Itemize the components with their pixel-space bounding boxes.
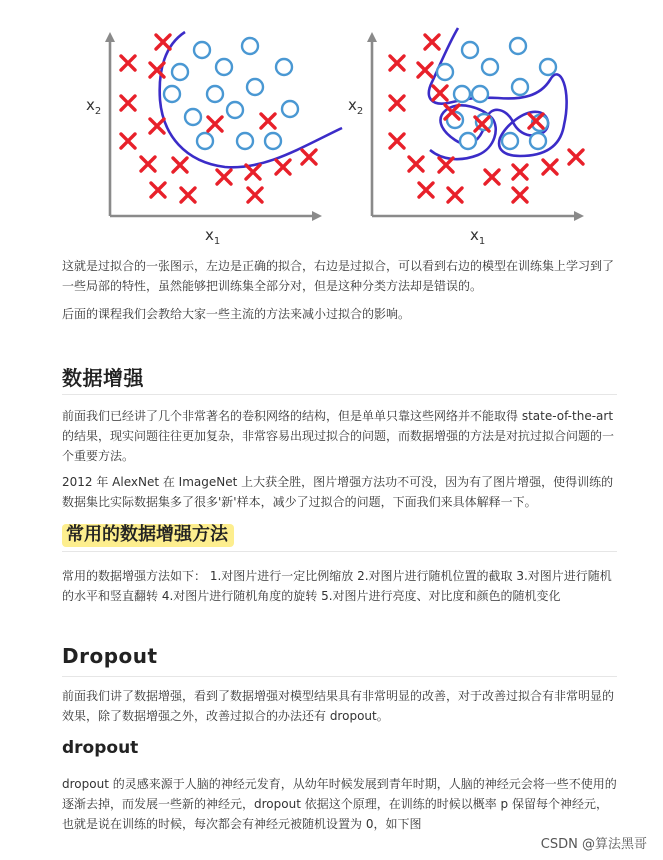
good-fit-plot [86, 32, 342, 247]
section-divider [62, 676, 617, 677]
heading-highlight: 常用的数据增强方法 [62, 524, 234, 547]
x-axis-label: $x_1$ [205, 226, 221, 247]
dropout-detail-paragraph: dropout 的灵感来源于人脑的神经元发育，从幼年时候发展到青年时期，人脑的神经元会将一些不使用的逐渐去掉，而发展一些新的神经元，dropout 依据这个原理，在训练的时候以概率 p 保留每个神经元，也就是说在训练的时候，每次都会有神经元被随机设置为 0，如下图 [62, 777, 617, 831]
section-heading-augmentation: 数据增强 [62, 366, 144, 390]
y-axis-label: $x_2$ [86, 96, 102, 117]
intro-paragraph-2: 后面的课程我们会教给大家一些主流的方法来减小过拟合的影响。 [62, 307, 411, 321]
section-heading-common-methods [62, 520, 234, 546]
common-methods-paragraph: 常用的数据增强方法如下： 1.对图片进行一定比例缩放 2.对图片进行随机位置的截取 3.对图片进行随机的水平和竖直翻转 4.对图片进行随机角度的旋转 5.对图片进行亮度、对比度和颜色的随机变化 [62, 569, 612, 603]
section-divider [62, 394, 617, 395]
y-axis-label: $x_2$ [348, 96, 364, 117]
overfit-plot [348, 28, 584, 247]
class-circles [164, 38, 298, 149]
dropout-paragraph: 前面我们讲了数据增强，看到了数据增强对模型结果具有非常明显的改善，对于改善过拟合有非常明显的效果，除了数据增强之外，改善过拟合的办法还有 dropout。 [62, 689, 615, 723]
intro-paragraph-1: 这就是过拟合的一张图示，左边是正确的拟合，右边是过拟合，可以看到右边的模型在训练集上学习到了一些局部的特性，虽然能够把训练集全部分对，但是这种分类方法却是错误的。 [62, 259, 615, 293]
x-axis-label: $x_1$ [470, 226, 486, 247]
augmentation-paragraph-2: 2012 年 AlexNet 在 ImageNet 上大获全胜，图片增强方法功不可没，因为有了图片增强，使得训练的数据集比实际数据集多了很多'新'样本，减少了过拟合的问题，下面我们来具体解释一下。 [62, 475, 614, 509]
overfitting-figure [0, 0, 663, 250]
section-heading-dropout: Dropout [62, 644, 158, 668]
augmentation-paragraph-1: 前面我们已经讲了几个非常著名的卷积网络的结构，但是单单只靠这些网络并不能取得 state-of-the-art 的结果，现实问题往往更加复杂，非常容易出现过拟合的问题，而数据增强的方法是对抗过拟合问题的一个重要方法。 [62, 409, 615, 463]
section-divider [62, 551, 617, 552]
csdn-watermark: CSDN @算法黑哥 [540, 837, 647, 852]
subheading-dropout: dropout [62, 738, 139, 758]
